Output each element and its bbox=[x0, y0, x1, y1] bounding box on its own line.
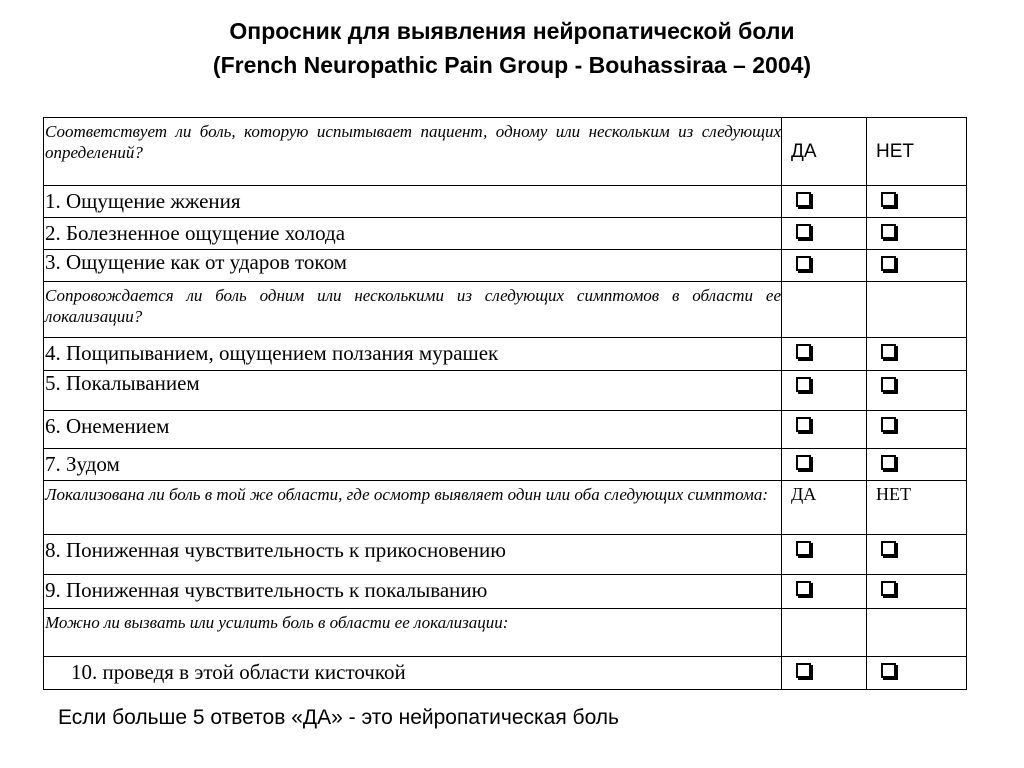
question-row-3 bbox=[44, 250, 967, 282]
no-checkbox-2[interactable] bbox=[881, 224, 896, 239]
question-label-3: 3. Ощущение как от ударов током bbox=[45, 250, 347, 274]
questionnaire-table bbox=[43, 117, 967, 690]
yes-checkbox-3[interactable] bbox=[796, 256, 811, 271]
question-label-9: 9. Пониженная чувствительность к покалыванию bbox=[45, 578, 488, 602]
yes-column-header-2: ДА bbox=[782, 481, 867, 535]
question-label-7: 7. Зудом bbox=[45, 452, 120, 476]
question-label-8: 8. Пониженная чувствительность к прикосновению bbox=[45, 538, 506, 562]
no-checkbox-3[interactable] bbox=[881, 256, 896, 271]
no-checkbox-9[interactable] bbox=[881, 581, 896, 596]
yes-checkbox-7[interactable] bbox=[796, 455, 811, 470]
question-label-5: 5. Покалыванием bbox=[45, 371, 200, 395]
question-row-2 bbox=[44, 218, 967, 250]
question-row-9 bbox=[44, 575, 967, 609]
yes-checkbox-9[interactable] bbox=[796, 581, 811, 596]
question-label-1: 1. Ощущение жжения bbox=[45, 189, 241, 213]
question-label-6: 6. Онемением bbox=[45, 414, 170, 438]
question-row-8 bbox=[44, 535, 967, 575]
yes-checkbox-8[interactable] bbox=[796, 541, 811, 556]
section-4-question: Можно ли вызвать или усилить боль в области ее локализации: bbox=[45, 613, 509, 632]
question-row-1 bbox=[44, 186, 967, 218]
no-column-header-2: НЕТ bbox=[867, 481, 967, 535]
no-column-header: НЕТ bbox=[867, 118, 967, 186]
no-checkbox-8[interactable] bbox=[881, 541, 896, 556]
yes-column-header: ДА bbox=[782, 118, 867, 186]
question-row-4 bbox=[44, 338, 967, 371]
section-1-question: Соответствует ли боль, которую испытывает пациент, одному или нескольким из следующих определений? bbox=[45, 122, 781, 162]
question-row-10 bbox=[44, 657, 967, 690]
yes-checkbox-2[interactable] bbox=[796, 224, 811, 239]
question-label-4: 4. Пощипыванием, ощущением ползания мурашек bbox=[45, 341, 499, 365]
page-subtitle: (French Neuropathic Pain Group - Bouhassiraa – 2004) bbox=[212, 52, 812, 78]
section-3-header-row bbox=[44, 481, 967, 535]
no-checkbox-6[interactable] bbox=[881, 417, 896, 432]
question-row-7 bbox=[44, 449, 967, 481]
result-note: Если больше 5 ответов «ДА» - это нейропатическая боль bbox=[58, 706, 619, 729]
page-title: Опросник для выявления нейропатической боли bbox=[229, 18, 795, 44]
section-2-question: Сопровождается ли боль одним или несколькими из следующих симптомов в области ее локализации? bbox=[45, 286, 781, 326]
yes-checkbox-6[interactable] bbox=[796, 417, 811, 432]
section-2-header-row bbox=[44, 282, 967, 338]
question-row-5 bbox=[44, 371, 967, 411]
no-checkbox-4[interactable] bbox=[881, 344, 896, 359]
question-label-10: 10. проведя в этой области кисточкой bbox=[71, 660, 406, 684]
question-row-6 bbox=[44, 411, 967, 449]
section-1-header-row bbox=[44, 118, 967, 186]
yes-checkbox-1[interactable] bbox=[796, 192, 811, 207]
section-4-header-row bbox=[44, 609, 967, 657]
section-3-question: Локализована ли боль в той же области, где осмотр выявляет один или оба следующих симптома: bbox=[45, 485, 769, 504]
no-checkbox-5[interactable] bbox=[881, 377, 896, 392]
no-checkbox-7[interactable] bbox=[881, 455, 896, 470]
no-checkbox-10[interactable] bbox=[881, 663, 896, 678]
yes-checkbox-10[interactable] bbox=[796, 663, 811, 678]
yes-checkbox-5[interactable] bbox=[796, 377, 811, 392]
yes-checkbox-4[interactable] bbox=[796, 344, 811, 359]
question-label-2: 2. Болезненное ощущение холода bbox=[45, 221, 346, 245]
no-checkbox-1[interactable] bbox=[881, 192, 896, 207]
